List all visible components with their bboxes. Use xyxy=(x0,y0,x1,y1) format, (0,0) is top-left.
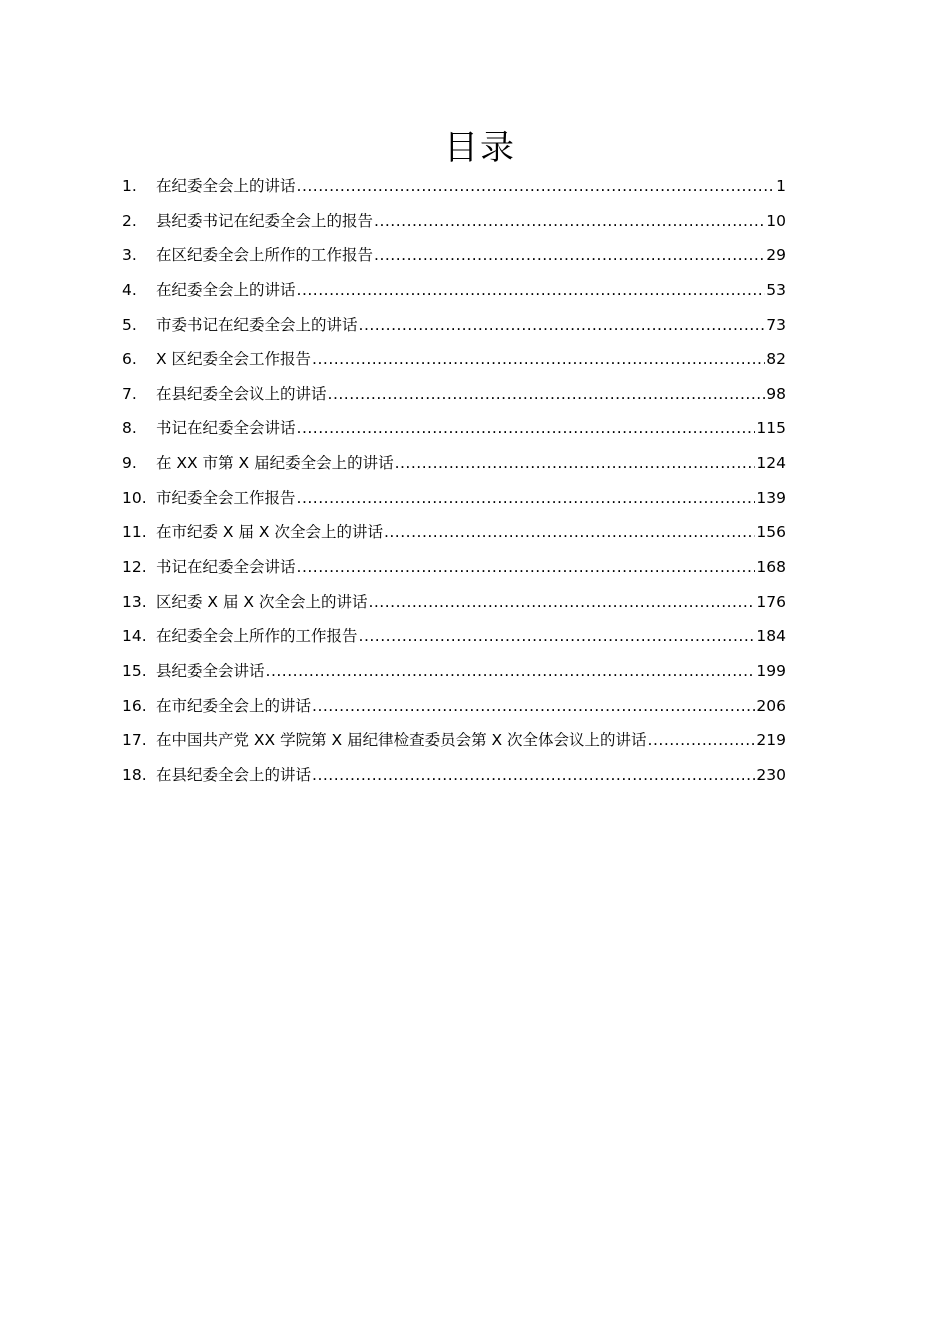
toc-dot-leader xyxy=(359,311,766,339)
toc-entry-number: 12. xyxy=(122,558,147,577)
toc-entry-page: 230 xyxy=(756,765,786,784)
toc-entry[interactable] xyxy=(122,207,786,242)
toc-entry-title: 县纪委全会讲话 xyxy=(156,661,265,680)
toc-entry-page: 53 xyxy=(766,280,786,299)
toc-entry[interactable] xyxy=(122,518,786,553)
toc-dot-leader xyxy=(297,172,776,200)
toc-entry-number: 14. xyxy=(122,627,147,646)
toc-entry-page: 115 xyxy=(756,419,786,438)
toc-entry-title: 在区纪委全会上所作的工作报告 xyxy=(156,246,374,265)
toc-entry-page: 168 xyxy=(756,558,786,577)
toc-entry-title: 在市纪委全会上的讲话 xyxy=(156,696,312,715)
toc-dot-leader xyxy=(297,484,756,512)
toc-dot-leader xyxy=(648,726,756,754)
toc-dot-leader xyxy=(384,518,755,546)
toc-entry-number: 15. xyxy=(122,661,147,680)
toc-entry-title: 在纪委全会上所作的工作报告 xyxy=(156,627,358,646)
toc-entry-page: 29 xyxy=(766,246,786,265)
toc-entry-page: 98 xyxy=(766,384,786,403)
toc-entry[interactable] xyxy=(122,761,786,796)
toc-entry[interactable] xyxy=(122,241,786,276)
toc-entry-number: 16. xyxy=(122,696,147,715)
toc-entry-number: 3. xyxy=(122,246,137,265)
toc-entry-title: 书记在纪委全会讲话 xyxy=(156,558,296,577)
toc-entry-number: 1. xyxy=(122,177,137,195)
toc-entry-page: 10 xyxy=(766,211,786,230)
toc-dot-leader xyxy=(374,207,765,235)
toc-dot-leader xyxy=(395,449,756,477)
toc-entry-number: 11. xyxy=(122,523,147,542)
toc-entry-title: 在纪委全会上的讲话 xyxy=(156,177,296,195)
toc-entry-number: 17. xyxy=(122,731,147,750)
toc-entry[interactable] xyxy=(122,311,786,346)
toc-entry-page: 73 xyxy=(766,315,786,334)
toc-dot-leader xyxy=(312,345,765,373)
toc-entry-number: 4. xyxy=(122,280,137,299)
toc-entry[interactable] xyxy=(122,588,786,623)
toc-entry[interactable] xyxy=(122,276,786,311)
toc-entry-title: 市纪委全会工作报告 xyxy=(156,488,296,507)
toc-entry-page: 176 xyxy=(756,592,786,611)
toc-entry-page: 82 xyxy=(766,350,786,369)
toc-entry[interactable] xyxy=(122,657,786,692)
toc-dot-leader xyxy=(297,414,756,442)
toc-entry-page: 1 xyxy=(776,177,786,195)
toc-dot-leader xyxy=(312,761,755,789)
toc-entry-number: 7. xyxy=(122,384,137,403)
toc-entry[interactable] xyxy=(122,414,786,449)
toc-entry-number: 9. xyxy=(122,454,137,473)
toc-entry-page: 184 xyxy=(756,627,786,646)
toc-dot-leader xyxy=(328,380,766,408)
toc-entry-page: 156 xyxy=(756,523,786,542)
toc-entry-number: 13. xyxy=(122,592,147,611)
toc-entry[interactable] xyxy=(122,345,786,380)
toc-entry-number: 18. xyxy=(122,765,147,784)
toc-entry-number: 10. xyxy=(122,488,147,507)
toc-entry-title: 市委书记在纪委全会上的讲话 xyxy=(156,315,358,334)
toc-entry-title: 在中国共产党 XX 学院第 X 届纪律检查委员会第 X 次全体会议上的讲话 xyxy=(156,731,647,750)
toc-dot-leader xyxy=(359,622,756,650)
toc-entry-number: 6. xyxy=(122,350,137,369)
toc-dot-leader xyxy=(312,692,755,720)
toc-entry-page: 206 xyxy=(756,696,786,715)
toc-dot-leader xyxy=(297,276,766,304)
toc-dot-leader xyxy=(374,241,765,269)
toc-entry-page: 124 xyxy=(756,454,786,473)
toc-entry-title: 县纪委书记在纪委全会上的报告 xyxy=(156,211,374,230)
toc-entry[interactable] xyxy=(122,622,786,657)
toc-entry-number: 2. xyxy=(122,211,137,230)
toc-entry-number: 5. xyxy=(122,315,137,334)
toc-entry-title: 书记在纪委全会讲话 xyxy=(156,419,296,438)
toc-entry-title: 在 XX 市第 X 届纪委全会上的讲话 xyxy=(156,454,394,473)
toc-entry[interactable] xyxy=(122,726,786,761)
toc-entry-title: 在县纪委全会上的讲话 xyxy=(156,765,312,784)
toc-entry-page: 219 xyxy=(756,731,786,750)
toc-entry[interactable] xyxy=(122,692,786,727)
toc-entry[interactable] xyxy=(122,553,786,588)
toc-entry-page: 139 xyxy=(756,488,786,507)
toc-dot-leader xyxy=(266,657,756,685)
toc-entry-number: 8. xyxy=(122,419,137,438)
toc-entry[interactable] xyxy=(122,449,786,484)
toc-entry-title: X 区纪委全会工作报告 xyxy=(156,350,312,369)
toc-dot-leader xyxy=(368,588,755,616)
toc-entry[interactable] xyxy=(122,172,786,207)
toc-entry[interactable] xyxy=(122,380,786,415)
toc-dot-leader xyxy=(297,553,756,581)
toc-entry-title: 在市纪委 X 届 X 次全会上的讲话 xyxy=(156,523,383,542)
toc-entry-title: 在县纪委全会议上的讲话 xyxy=(156,384,327,403)
toc-entry-page: 199 xyxy=(756,661,786,680)
toc-entry[interactable] xyxy=(122,484,786,519)
toc-entry-title: 在纪委全会上的讲话 xyxy=(156,280,296,299)
toc-entry-title: 区纪委 X 届 X 次全会上的讲话 xyxy=(156,592,368,611)
toc-list xyxy=(122,172,786,796)
toc-title: 目录 xyxy=(444,128,516,168)
